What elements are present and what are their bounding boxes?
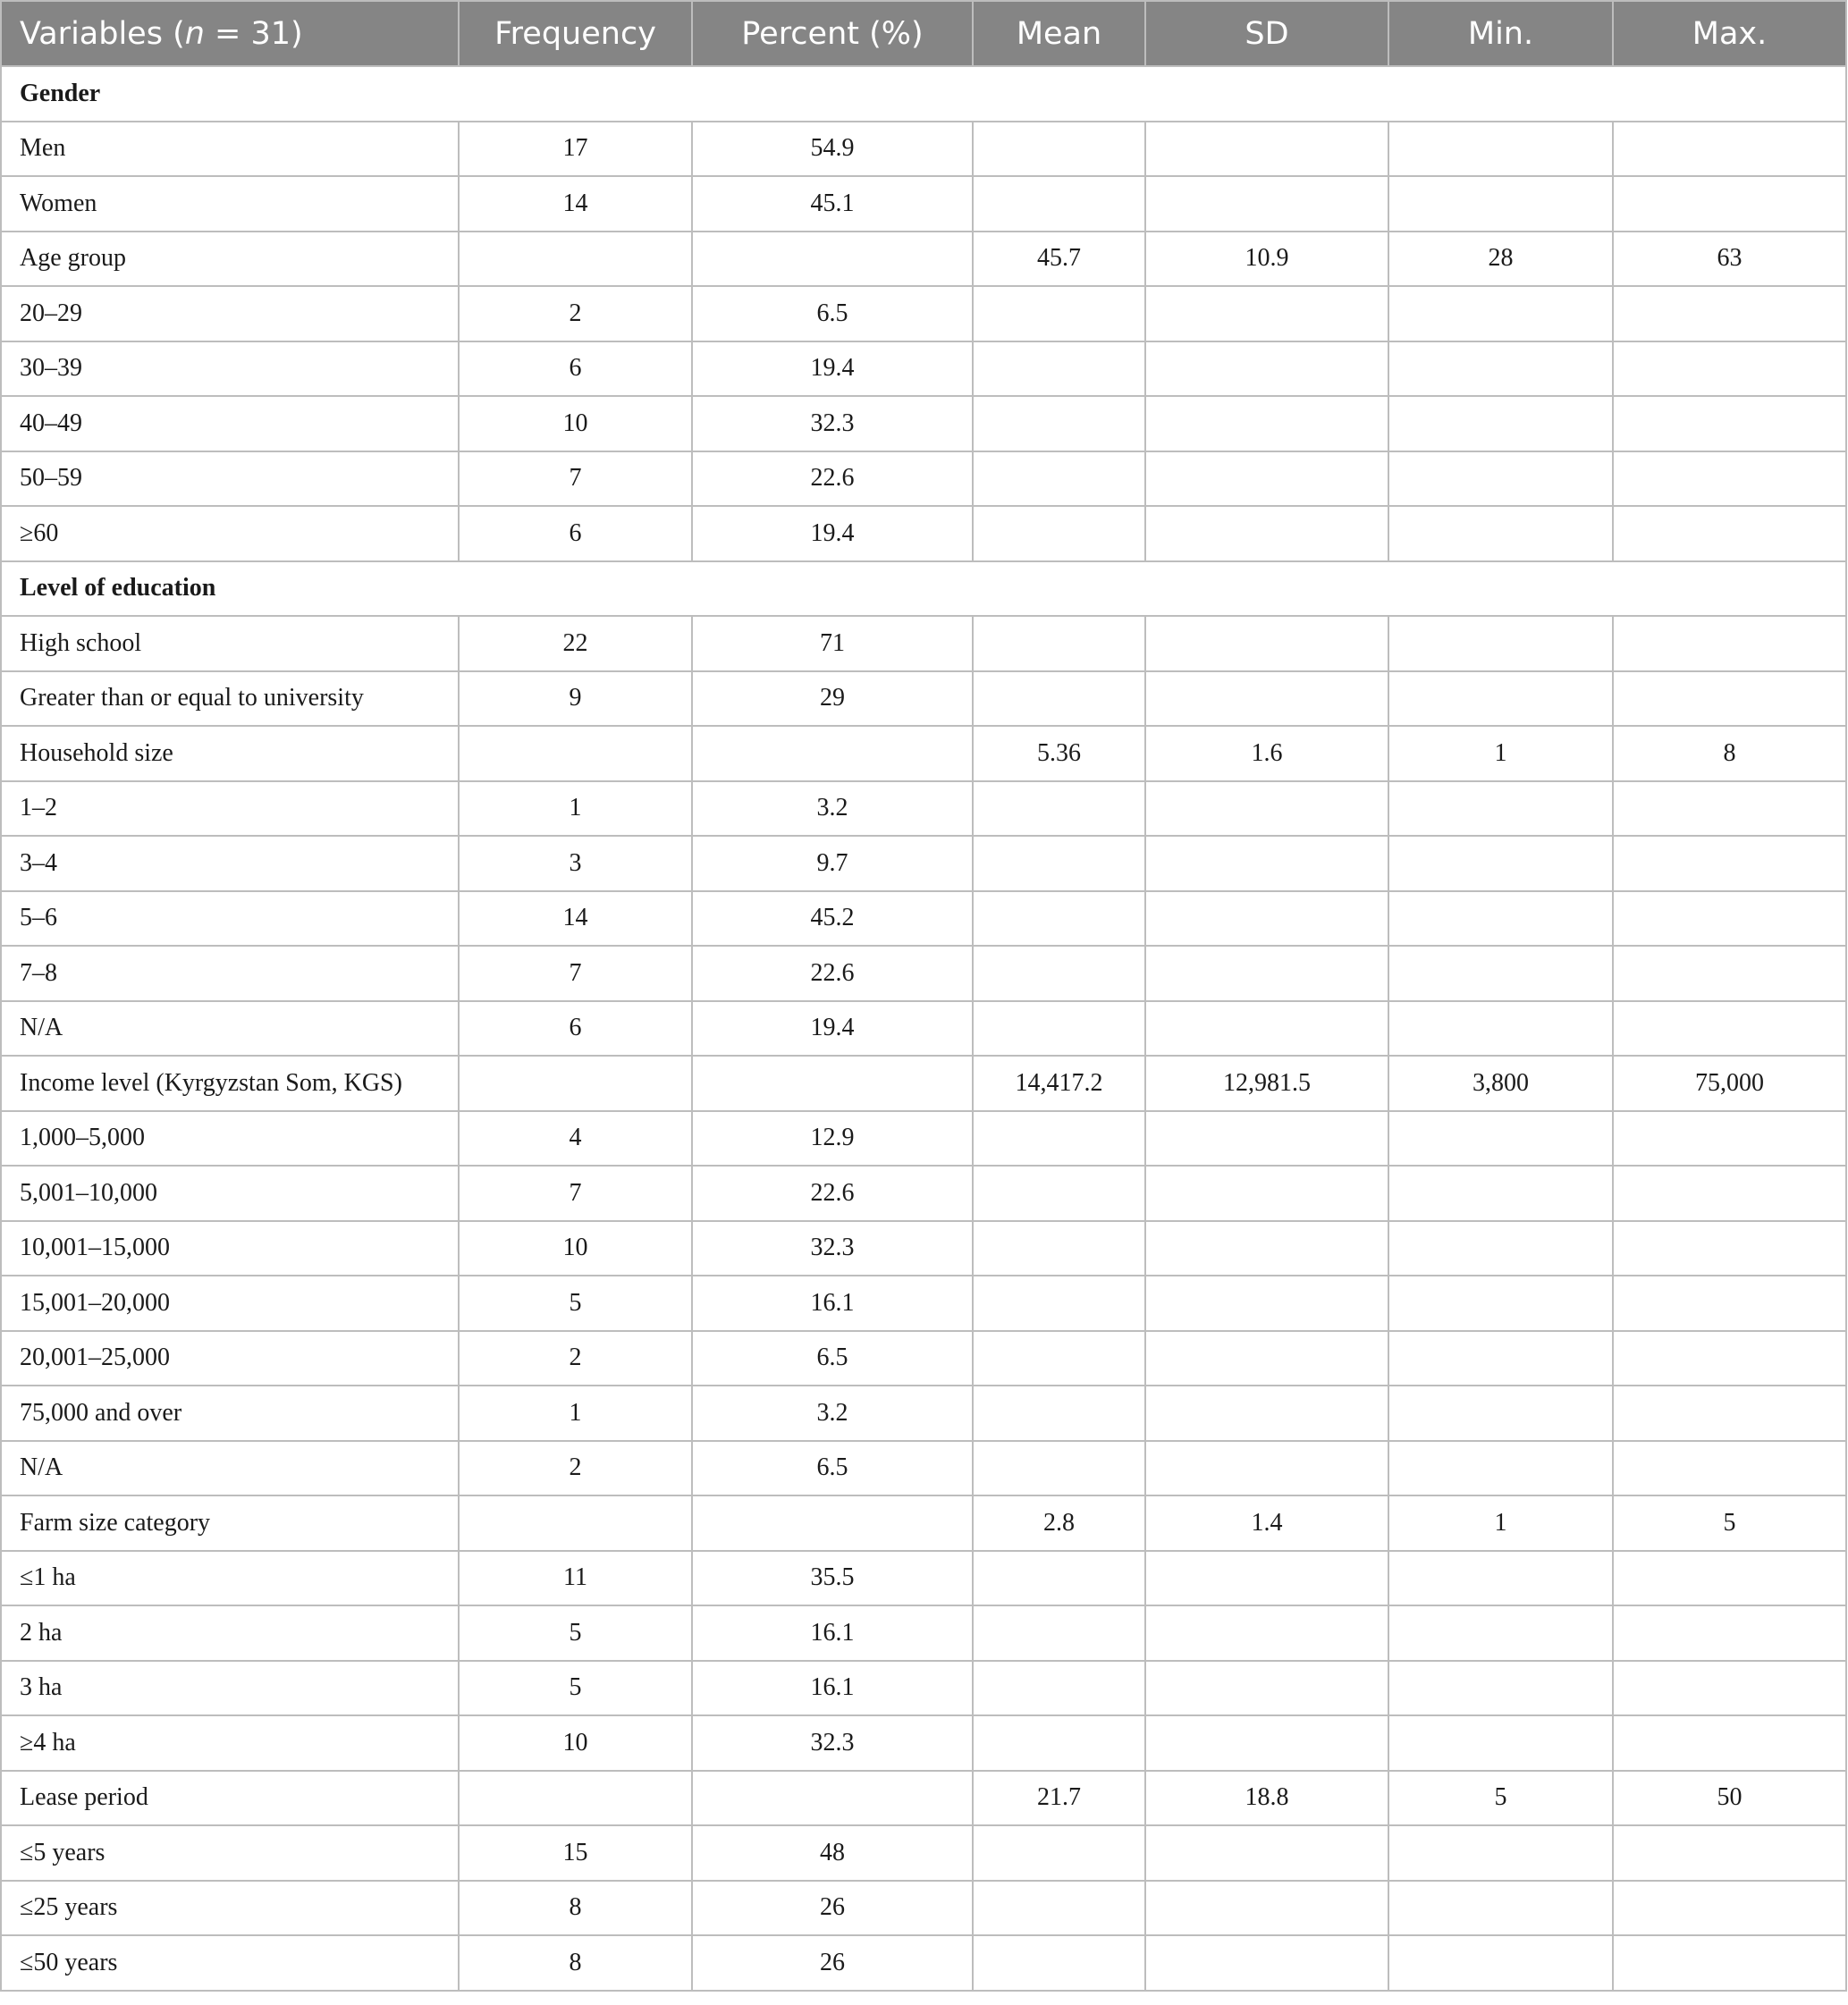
cell-mean bbox=[973, 616, 1145, 671]
cell-percent bbox=[692, 726, 973, 781]
cell-frequency: 8 bbox=[459, 1935, 692, 1991]
cell-percent: 48 bbox=[692, 1825, 973, 1881]
cell-percent: 26 bbox=[692, 1881, 973, 1936]
cell-min bbox=[1388, 1276, 1613, 1331]
cell-percent: 71 bbox=[692, 616, 973, 671]
table-row bbox=[1, 1935, 1846, 1991]
cell-frequency: 7 bbox=[459, 451, 692, 507]
header-sd: SD bbox=[1145, 1, 1388, 66]
cell-min bbox=[1388, 1605, 1613, 1661]
cell-max: 75,000 bbox=[1613, 1056, 1846, 1111]
cell-percent: 16.1 bbox=[692, 1661, 973, 1716]
table-header bbox=[1, 1, 1846, 66]
cell-mean bbox=[973, 396, 1145, 451]
cell-max bbox=[1613, 671, 1846, 727]
cell-sd bbox=[1145, 671, 1388, 727]
cell-sd bbox=[1145, 286, 1388, 341]
cell-label: 50–59 bbox=[1, 451, 459, 507]
header-max: Max. bbox=[1613, 1, 1846, 66]
table-row bbox=[1, 671, 1846, 727]
cell-percent: 16.1 bbox=[692, 1605, 973, 1661]
cell-mean bbox=[973, 1386, 1145, 1441]
cell-mean bbox=[973, 1166, 1145, 1221]
cell-label: Women bbox=[1, 176, 459, 232]
cell-mean bbox=[973, 781, 1145, 837]
table-row bbox=[1, 1495, 1846, 1551]
cell-percent: 45.2 bbox=[692, 891, 973, 947]
cell-max bbox=[1613, 286, 1846, 341]
cell-frequency: 6 bbox=[459, 1001, 692, 1057]
cell-sd bbox=[1145, 946, 1388, 1001]
cell-label: Lease period bbox=[1, 1771, 459, 1826]
cell-mean: 21.7 bbox=[973, 1771, 1145, 1826]
cell-sd bbox=[1145, 616, 1388, 671]
cell-label: 1–2 bbox=[1, 781, 459, 837]
cell-frequency: 14 bbox=[459, 891, 692, 947]
cell-sd bbox=[1145, 1111, 1388, 1167]
cell-frequency: 14 bbox=[459, 176, 692, 232]
cell-frequency bbox=[459, 1771, 692, 1826]
cell-percent: 35.5 bbox=[692, 1551, 973, 1606]
cell-mean bbox=[973, 1276, 1145, 1331]
cell-min bbox=[1388, 671, 1613, 727]
table-row bbox=[1, 451, 1846, 507]
cell-label: 5–6 bbox=[1, 891, 459, 947]
cell-sd: 18.8 bbox=[1145, 1771, 1388, 1826]
cell-min: 5 bbox=[1388, 1771, 1613, 1826]
table-row bbox=[1, 1386, 1846, 1441]
header-min: Min. bbox=[1388, 1, 1613, 66]
cell-percent: 26 bbox=[692, 1935, 973, 1991]
cell-max bbox=[1613, 1111, 1846, 1167]
cell-sd bbox=[1145, 891, 1388, 947]
cell-max bbox=[1613, 946, 1846, 1001]
cell-max bbox=[1613, 1166, 1846, 1221]
cell-mean bbox=[973, 836, 1145, 891]
cell-min: 28 bbox=[1388, 232, 1613, 287]
cell-frequency: 10 bbox=[459, 396, 692, 451]
table-row bbox=[1, 616, 1846, 671]
table-row bbox=[1, 781, 1846, 837]
cell-mean bbox=[973, 1715, 1145, 1771]
cell-label: ≤50 years bbox=[1, 1935, 459, 1991]
cell-percent: 22.6 bbox=[692, 451, 973, 507]
cell-sd bbox=[1145, 1661, 1388, 1716]
table-row bbox=[1, 341, 1846, 397]
table-row bbox=[1, 396, 1846, 451]
cell-sd: 1.6 bbox=[1145, 726, 1388, 781]
cell-label: 15,001–20,000 bbox=[1, 1276, 459, 1331]
cell-min bbox=[1388, 506, 1613, 561]
cell-max bbox=[1613, 1386, 1846, 1441]
table-row bbox=[1, 891, 1846, 947]
table-row bbox=[1, 1276, 1846, 1331]
cell-mean bbox=[973, 506, 1145, 561]
cell-label: 10,001–15,000 bbox=[1, 1221, 459, 1276]
cell-percent: 22.6 bbox=[692, 1166, 973, 1221]
cell-label: 7–8 bbox=[1, 946, 459, 1001]
cell-label: ≤1 ha bbox=[1, 1551, 459, 1606]
cell-min bbox=[1388, 1715, 1613, 1771]
cell-mean bbox=[973, 1881, 1145, 1936]
table-row bbox=[1, 232, 1846, 287]
cell-mean bbox=[973, 1825, 1145, 1881]
cell-sd bbox=[1145, 1001, 1388, 1057]
cell-min bbox=[1388, 1331, 1613, 1386]
table-row bbox=[1, 1715, 1846, 1771]
section-label: Level of education bbox=[1, 561, 1846, 617]
cell-frequency: 6 bbox=[459, 341, 692, 397]
section-header-row bbox=[1, 561, 1846, 617]
cell-min bbox=[1388, 1551, 1613, 1606]
cell-mean bbox=[973, 1551, 1145, 1606]
cell-percent: 32.3 bbox=[692, 396, 973, 451]
cell-label: Greater than or equal to university bbox=[1, 671, 459, 727]
cell-label: ≥60 bbox=[1, 506, 459, 561]
table-row bbox=[1, 1001, 1846, 1057]
cell-mean: 2.8 bbox=[973, 1495, 1145, 1551]
cell-max bbox=[1613, 1605, 1846, 1661]
cell-label: 75,000 and over bbox=[1, 1386, 459, 1441]
cell-sd bbox=[1145, 341, 1388, 397]
cell-sd bbox=[1145, 1276, 1388, 1331]
header-frequency: Frequency bbox=[459, 1, 692, 66]
cell-label: 3 ha bbox=[1, 1661, 459, 1716]
cell-min bbox=[1388, 1221, 1613, 1276]
cell-frequency: 2 bbox=[459, 1441, 692, 1496]
cell-percent bbox=[692, 1056, 973, 1111]
table-row bbox=[1, 1551, 1846, 1606]
section-label: Gender bbox=[1, 66, 1846, 122]
table-row bbox=[1, 506, 1846, 561]
cell-min bbox=[1388, 122, 1613, 177]
cell-min bbox=[1388, 1935, 1613, 1991]
cell-frequency: 9 bbox=[459, 671, 692, 727]
cell-label: 20–29 bbox=[1, 286, 459, 341]
cell-sd bbox=[1145, 1935, 1388, 1991]
table-row bbox=[1, 1661, 1846, 1716]
table-row bbox=[1, 726, 1846, 781]
cell-percent: 6.5 bbox=[692, 1331, 973, 1386]
cell-label: ≤25 years bbox=[1, 1881, 459, 1936]
cell-percent: 16.1 bbox=[692, 1276, 973, 1331]
cell-percent bbox=[692, 232, 973, 287]
cell-sd bbox=[1145, 176, 1388, 232]
cell-max bbox=[1613, 1715, 1846, 1771]
table-row bbox=[1, 122, 1846, 177]
cell-max bbox=[1613, 1221, 1846, 1276]
cell-mean bbox=[973, 1001, 1145, 1057]
cell-max bbox=[1613, 122, 1846, 177]
cell-percent: 19.4 bbox=[692, 506, 973, 561]
cell-min bbox=[1388, 1386, 1613, 1441]
cell-min bbox=[1388, 946, 1613, 1001]
cell-percent bbox=[692, 1771, 973, 1826]
cell-max bbox=[1613, 1661, 1846, 1716]
table-row bbox=[1, 1111, 1846, 1167]
cell-sd bbox=[1145, 451, 1388, 507]
cell-frequency: 10 bbox=[459, 1715, 692, 1771]
cell-frequency: 1 bbox=[459, 781, 692, 837]
cell-frequency bbox=[459, 1056, 692, 1111]
header-row bbox=[1, 1, 1846, 66]
table-row bbox=[1, 1771, 1846, 1826]
table-row bbox=[1, 176, 1846, 232]
cell-sd bbox=[1145, 1386, 1388, 1441]
table-row bbox=[1, 1441, 1846, 1496]
cell-frequency bbox=[459, 1495, 692, 1551]
cell-min: 3,800 bbox=[1388, 1056, 1613, 1111]
cell-mean bbox=[973, 891, 1145, 947]
header-n-italic: n bbox=[184, 15, 205, 52]
cell-max bbox=[1613, 451, 1846, 507]
cell-label: 30–39 bbox=[1, 341, 459, 397]
cell-sd bbox=[1145, 1881, 1388, 1936]
cell-sd bbox=[1145, 506, 1388, 561]
cell-frequency: 2 bbox=[459, 1331, 692, 1386]
cell-percent: 6.5 bbox=[692, 1441, 973, 1496]
cell-frequency: 10 bbox=[459, 1221, 692, 1276]
cell-frequency bbox=[459, 726, 692, 781]
cell-mean bbox=[973, 1441, 1145, 1496]
cell-max bbox=[1613, 1276, 1846, 1331]
cell-max bbox=[1613, 1881, 1846, 1936]
cell-label: 2 ha bbox=[1, 1605, 459, 1661]
cell-mean bbox=[973, 286, 1145, 341]
cell-min: 1 bbox=[1388, 726, 1613, 781]
cell-max bbox=[1613, 1441, 1846, 1496]
table-body bbox=[1, 66, 1846, 1991]
cell-sd bbox=[1145, 122, 1388, 177]
cell-max bbox=[1613, 341, 1846, 397]
cell-percent: 32.3 bbox=[692, 1221, 973, 1276]
cell-mean bbox=[973, 122, 1145, 177]
cell-min bbox=[1388, 836, 1613, 891]
cell-mean bbox=[973, 176, 1145, 232]
cell-percent: 54.9 bbox=[692, 122, 973, 177]
cell-label: 40–49 bbox=[1, 396, 459, 451]
cell-percent: 3.2 bbox=[692, 1386, 973, 1441]
table-row bbox=[1, 1825, 1846, 1881]
table-row bbox=[1, 1166, 1846, 1221]
cell-sd bbox=[1145, 781, 1388, 837]
header-mean: Mean bbox=[973, 1, 1145, 66]
cell-percent: 3.2 bbox=[692, 781, 973, 837]
cell-frequency: 5 bbox=[459, 1605, 692, 1661]
cell-sd bbox=[1145, 1551, 1388, 1606]
cell-max bbox=[1613, 891, 1846, 947]
table-row bbox=[1, 286, 1846, 341]
table-row bbox=[1, 946, 1846, 1001]
cell-frequency: 2 bbox=[459, 286, 692, 341]
table-row bbox=[1, 1331, 1846, 1386]
cell-min bbox=[1388, 1111, 1613, 1167]
cell-percent bbox=[692, 1495, 973, 1551]
cell-sd bbox=[1145, 1166, 1388, 1221]
cell-max bbox=[1613, 1001, 1846, 1057]
cell-min bbox=[1388, 1166, 1613, 1221]
cell-max bbox=[1613, 1935, 1846, 1991]
cell-percent: 22.6 bbox=[692, 946, 973, 1001]
cell-label: Men bbox=[1, 122, 459, 177]
cell-percent: 29 bbox=[692, 671, 973, 727]
cell-frequency: 7 bbox=[459, 946, 692, 1001]
section-header-row bbox=[1, 66, 1846, 122]
cell-frequency: 22 bbox=[459, 616, 692, 671]
cell-label: N/A bbox=[1, 1001, 459, 1057]
cell-sd bbox=[1145, 1825, 1388, 1881]
cell-max bbox=[1613, 506, 1846, 561]
cell-sd bbox=[1145, 396, 1388, 451]
cell-max bbox=[1613, 616, 1846, 671]
cell-max bbox=[1613, 836, 1846, 891]
cell-mean bbox=[973, 1331, 1145, 1386]
cell-min bbox=[1388, 341, 1613, 397]
cell-frequency: 5 bbox=[459, 1276, 692, 1331]
cell-frequency: 8 bbox=[459, 1881, 692, 1936]
cell-max bbox=[1613, 1551, 1846, 1606]
cell-label: 20,001–25,000 bbox=[1, 1331, 459, 1386]
cell-label: Income level (Kyrgyzstan Som, KGS) bbox=[1, 1056, 459, 1111]
cell-mean: 5.36 bbox=[973, 726, 1145, 781]
cell-percent: 9.7 bbox=[692, 836, 973, 891]
cell-min bbox=[1388, 1661, 1613, 1716]
cell-min bbox=[1388, 1441, 1613, 1496]
header-variables: Variables (n = 31) bbox=[1, 1, 459, 66]
table-row bbox=[1, 1881, 1846, 1936]
cell-percent: 19.4 bbox=[692, 341, 973, 397]
cell-sd bbox=[1145, 1331, 1388, 1386]
cell-min bbox=[1388, 891, 1613, 947]
cell-mean bbox=[973, 451, 1145, 507]
cell-max: 8 bbox=[1613, 726, 1846, 781]
cell-percent: 6.5 bbox=[692, 286, 973, 341]
cell-max bbox=[1613, 176, 1846, 232]
cell-frequency: 7 bbox=[459, 1166, 692, 1221]
table-row bbox=[1, 1605, 1846, 1661]
cell-min bbox=[1388, 1881, 1613, 1936]
cell-label: ≤5 years bbox=[1, 1825, 459, 1881]
cell-min bbox=[1388, 286, 1613, 341]
cell-frequency bbox=[459, 232, 692, 287]
cell-min bbox=[1388, 176, 1613, 232]
cell-label: N/A bbox=[1, 1441, 459, 1496]
cell-sd: 10.9 bbox=[1145, 232, 1388, 287]
cell-frequency: 17 bbox=[459, 122, 692, 177]
cell-max bbox=[1613, 1331, 1846, 1386]
cell-min bbox=[1388, 1825, 1613, 1881]
cell-min bbox=[1388, 616, 1613, 671]
cell-frequency: 1 bbox=[459, 1386, 692, 1441]
cell-sd: 12,981.5 bbox=[1145, 1056, 1388, 1111]
cell-min bbox=[1388, 451, 1613, 507]
cell-sd bbox=[1145, 1715, 1388, 1771]
cell-label: High school bbox=[1, 616, 459, 671]
cell-label: ≥4 ha bbox=[1, 1715, 459, 1771]
cell-mean bbox=[973, 1111, 1145, 1167]
cell-percent: 45.1 bbox=[692, 176, 973, 232]
cell-label: Age group bbox=[1, 232, 459, 287]
cell-label: 1,000–5,000 bbox=[1, 1111, 459, 1167]
cell-sd bbox=[1145, 836, 1388, 891]
cell-frequency: 3 bbox=[459, 836, 692, 891]
cell-label: Household size bbox=[1, 726, 459, 781]
cell-percent: 12.9 bbox=[692, 1111, 973, 1167]
cell-frequency: 11 bbox=[459, 1551, 692, 1606]
cell-max bbox=[1613, 781, 1846, 837]
table-row bbox=[1, 1221, 1846, 1276]
table-row bbox=[1, 836, 1846, 891]
cell-max bbox=[1613, 396, 1846, 451]
cell-max: 5 bbox=[1613, 1495, 1846, 1551]
cell-frequency: 15 bbox=[459, 1825, 692, 1881]
cell-max bbox=[1613, 1825, 1846, 1881]
cell-sd bbox=[1145, 1605, 1388, 1661]
cell-max: 63 bbox=[1613, 232, 1846, 287]
cell-percent: 19.4 bbox=[692, 1001, 973, 1057]
table-row bbox=[1, 1056, 1846, 1111]
cell-mean bbox=[973, 1605, 1145, 1661]
cell-sd: 1.4 bbox=[1145, 1495, 1388, 1551]
cell-frequency: 5 bbox=[459, 1661, 692, 1716]
cell-mean bbox=[973, 671, 1145, 727]
cell-frequency: 6 bbox=[459, 506, 692, 561]
cell-sd bbox=[1145, 1441, 1388, 1496]
cell-mean bbox=[973, 341, 1145, 397]
cell-mean: 14,417.2 bbox=[973, 1056, 1145, 1111]
cell-mean bbox=[973, 1221, 1145, 1276]
cell-max: 50 bbox=[1613, 1771, 1846, 1826]
cell-label: Farm size category bbox=[1, 1495, 459, 1551]
cell-percent: 32.3 bbox=[692, 1715, 973, 1771]
cell-sd bbox=[1145, 1221, 1388, 1276]
cell-mean bbox=[973, 1661, 1145, 1716]
cell-mean bbox=[973, 946, 1145, 1001]
cell-min bbox=[1388, 396, 1613, 451]
cell-min: 1 bbox=[1388, 1495, 1613, 1551]
cell-label: 5,001–10,000 bbox=[1, 1166, 459, 1221]
cell-mean bbox=[973, 1935, 1145, 1991]
cell-frequency: 4 bbox=[459, 1111, 692, 1167]
header-percent: Percent (%) bbox=[692, 1, 973, 66]
cell-label: 3–4 bbox=[1, 836, 459, 891]
cell-min bbox=[1388, 781, 1613, 837]
cell-min bbox=[1388, 1001, 1613, 1057]
cell-mean: 45.7 bbox=[973, 232, 1145, 287]
